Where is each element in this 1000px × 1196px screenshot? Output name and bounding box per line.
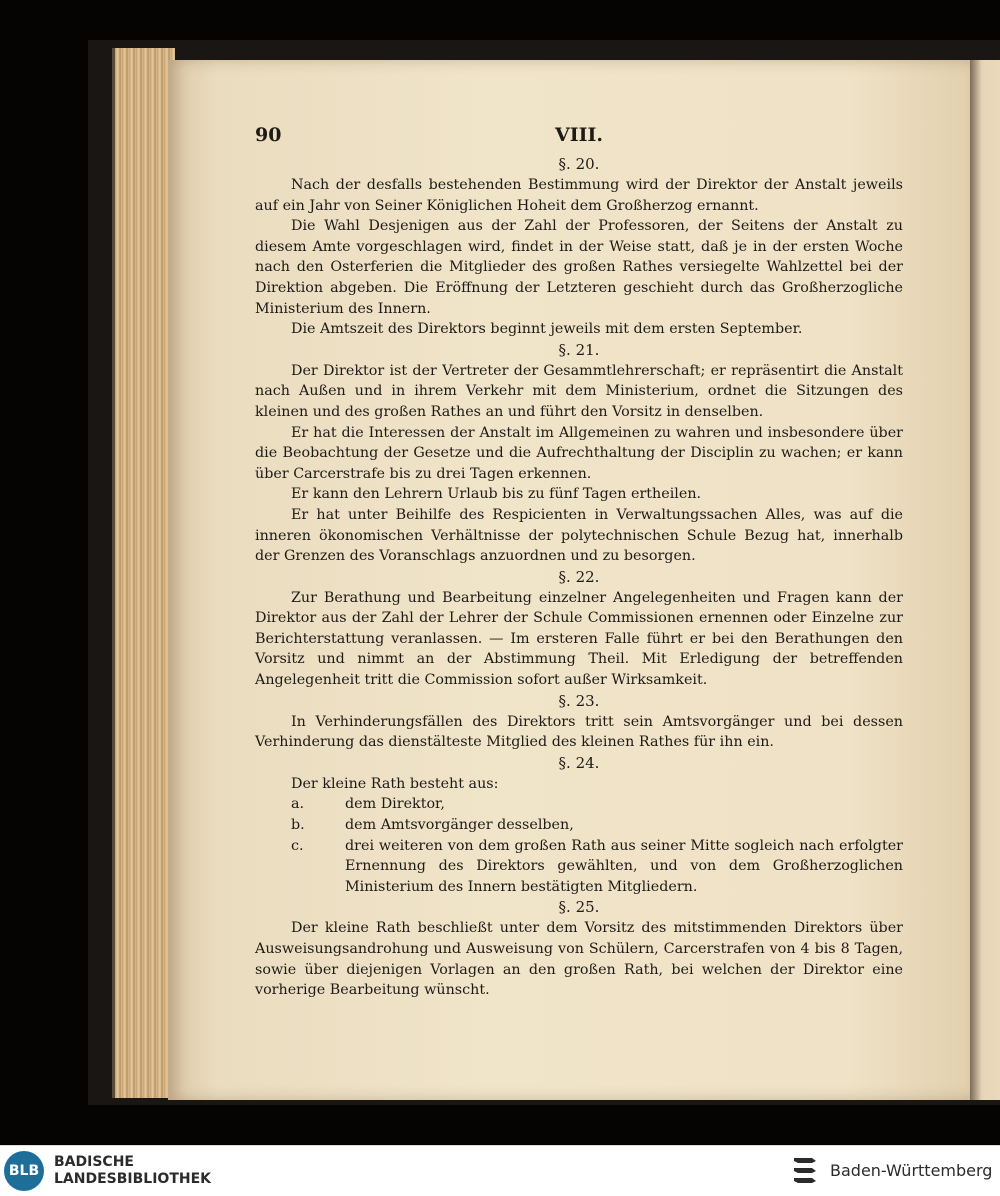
paragraph: Die Amtszeit des Direktors beginnt jeweils mit dem ersten September.: [291, 321, 803, 338]
list-text: dem Amtsvorgänger desselben,: [345, 817, 574, 834]
paragraph: Der kleine Rath beschließt unter dem Vorsitz des mitstimmenden Direktors über Ausweisungsandrohung und Ausweisung von Schülern, Carcerstrafen von 4 bis 8 Tagen, sowie über diejenigen Vorlagen an den großen Rath, bei welchen der Direktor eine vorherige Bearbeitung wünscht.: [255, 920, 903, 999]
list-intro: Der kleine Rath besteht aus:: [291, 775, 499, 792]
chapter-heading: VIII.: [554, 124, 604, 146]
section: [255, 340, 903, 567]
page-header: [255, 124, 903, 154]
state-lions-icon: [790, 1154, 822, 1188]
section: [255, 691, 903, 753]
list-text: drei weiteren von dem großen Rath aus seiner Mitte sogleich nach erfolgter Ernennung des Direktors gewählten, und von dem Großherzoglichen Ministerium des Innern bestätigten Mitgliedern.: [345, 837, 903, 895]
paragraph: Nach der desfalls bestehenden Bestimmung wird der Direktor der Anstalt jeweils auf ein Jahr von Seiner Königlichen Hoheit dem Großherzog ernannt.: [255, 177, 903, 214]
page-text: [255, 124, 903, 1001]
list-item: [291, 794, 903, 815]
paragraph: Zur Berathung und Bearbeitung einzelner Angelegenheiten und Fragen kann der Direktor aus der Zahl der Lehrer der Schule Commissionen ernennen oder Einzelne zur Berichterstattung veranlassen. — Im ersteren Falle führt er bei den Berathungen den Vorsitz und nimmt an der Abstimmung Theil. Mit Erledigung der betreffenden Angelegenheit tritt die Commission sofort außer Wirksamkeit.: [255, 589, 903, 689]
section-heading: §. 20.: [558, 155, 600, 173]
paragraph: Er kann den Lehrern Urlaub bis zu fünf Tagen ertheilen.: [291, 486, 702, 503]
paragraph: In Verhinderungsfällen des Direktors tritt sein Amtsvorgänger und bei dessen Verhinderung das dienstälteste Mitglied des kleinen Rathes für ihn ein.: [255, 713, 903, 751]
list-text: dem Direktor,: [345, 796, 445, 813]
section-heading: §. 22.: [558, 567, 600, 586]
blb-logo[interactable]: BLB: [4, 1151, 44, 1191]
library-name-line1: BADISCHE: [54, 1154, 134, 1170]
library-name-line2: LANDESBIBLIOTHEK: [54, 1171, 212, 1187]
section-heading: §. 25.: [558, 898, 600, 917]
footer-bar: [0, 1145, 1000, 1196]
list-letter: c.: [291, 837, 304, 854]
page-edges: [112, 48, 175, 1098]
list-letter: b.: [291, 817, 305, 834]
section-heading: §. 21.: [558, 340, 600, 359]
facing-page-edge: [970, 60, 1000, 1100]
section-25: [255, 897, 903, 1000]
section-heading: §. 23.: [558, 691, 600, 710]
section: [255, 567, 903, 691]
list-item: [291, 815, 903, 836]
sections: [255, 154, 903, 753]
section: [255, 154, 903, 340]
state-name[interactable]: Baden-Württemberg: [830, 1161, 993, 1180]
paragraph: Der Direktor ist der Vertreter der Gesammtlehrerschaft; er repräsentirt die Anstalt nach Außen und in ihrem Verkehr mit dem Ministerium, ordnet die Sitzungen des kleinen und des großen Rathes an und führt den Vorsitz in denselben.: [255, 362, 903, 420]
library-name[interactable]: [54, 1154, 211, 1188]
section-24: [255, 753, 903, 898]
page-number: 90: [255, 124, 282, 146]
list-item: [291, 836, 903, 898]
paragraph: Er hat unter Beihilfe des Respicienten in Verwaltungssachen Alles, was auf die inneren ökonomischen Verhältnisse der polytechnischen Schule Bezug hat, innerhalb der Grenzen des Voranschlags anzuordnen und zu besorgen.: [255, 506, 903, 565]
section-heading: §. 24.: [558, 753, 600, 772]
list-letter: a.: [291, 796, 305, 813]
council-member-list: [255, 794, 903, 897]
paragraph: Die Wahl Desjenigen aus der Zahl der Professoren, der Seitens der Anstalt zu diesem Amte vorgeschlagen wird, findet in der Weise statt, daß je in der ersten Woche nach den Osterferien die Mitglieder des großen Rathes versiegelte Wahlzettel bei der Direktion abgeben. Die Eröffnung der Letzteren geschieht durch das Großherzogliche Ministerium des Innern.: [255, 218, 903, 317]
paragraph: Er hat die Interessen der Anstalt im Allgemeinen zu wahren und insbesondere über die Beobachtung der Gesetze und die Aufrechthaltung der Disciplin zu wachen; er kann über Carcerstrafe bis zu drei Tagen erkennen.: [255, 424, 903, 482]
